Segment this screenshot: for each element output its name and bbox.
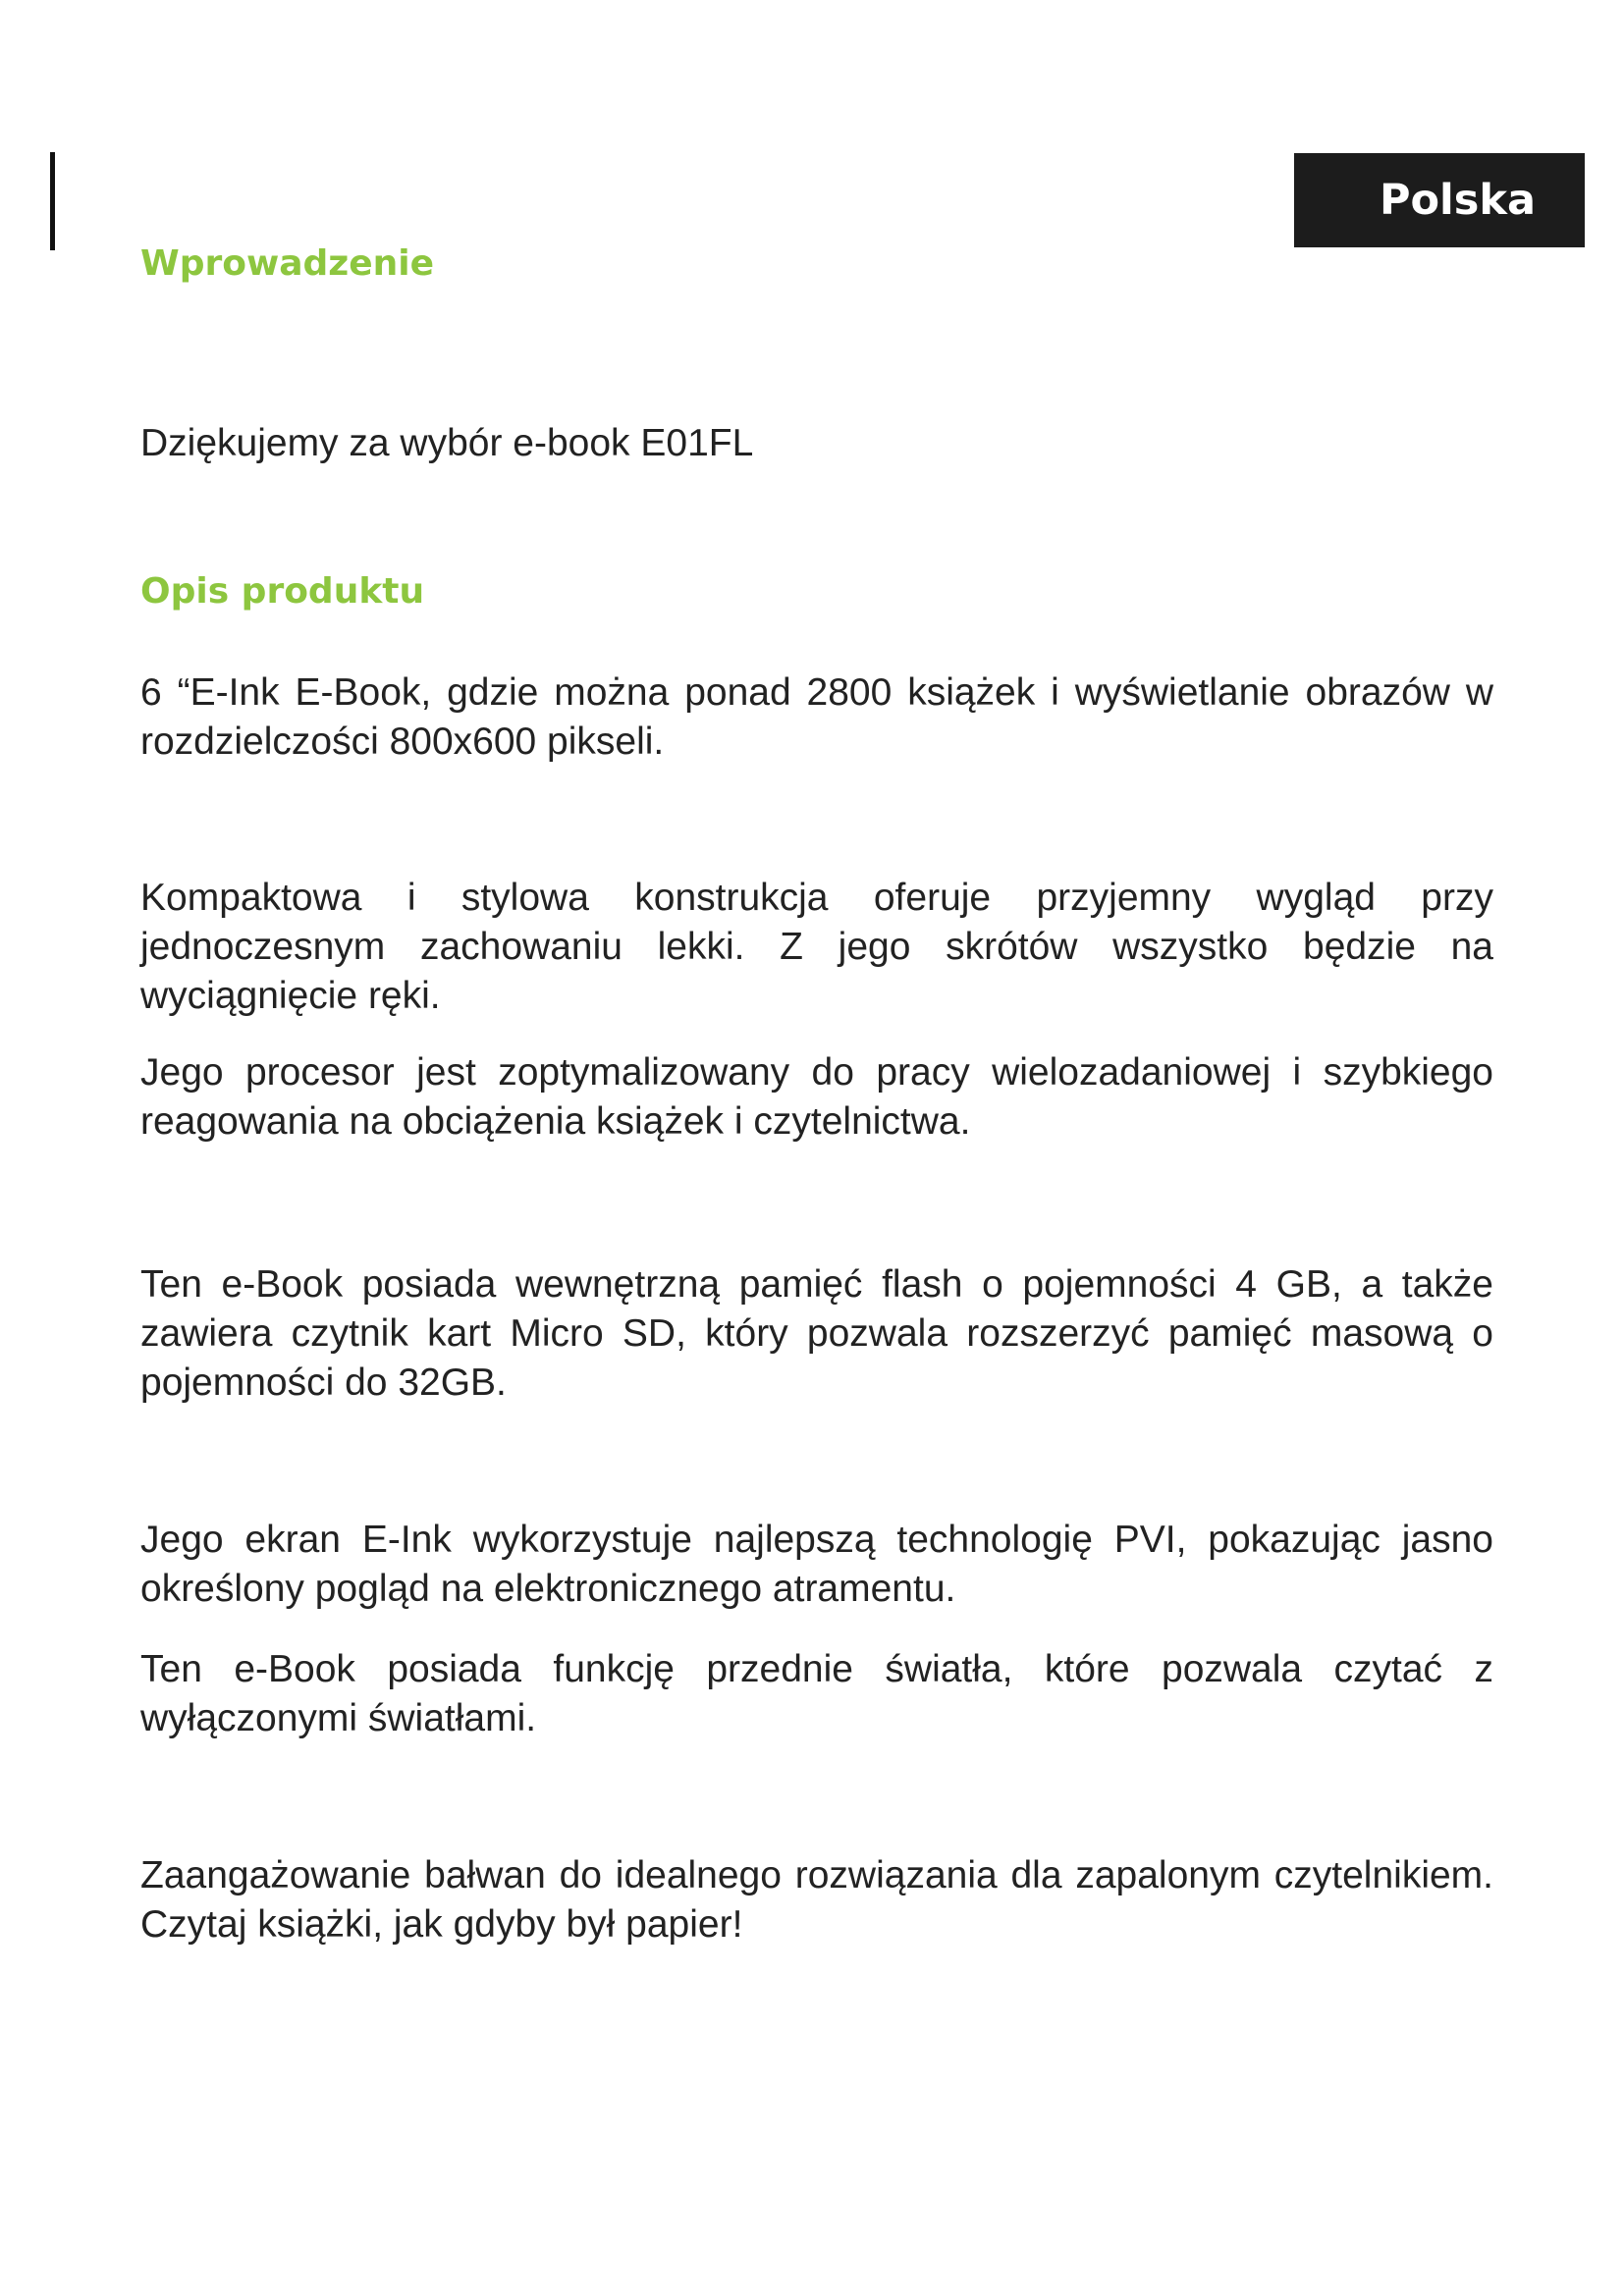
intro-heading: Wprowadzenie xyxy=(140,243,435,284)
description-paragraph-4: Ten e-Book posiada wewnętrzną pamięć flash o pojemności 4 GB, a także zawiera czytnik kart Micro SD, który pozwala rozszerzyć pamięć masową o pojemności do 32GB. xyxy=(140,1263,1493,1404)
description-paragraph-7: Zaangażowanie bałwan do idealnego rozwiązania dla zapalonym czytelnikiem. Czytaj książki, jak gdyby był papier! xyxy=(140,1854,1493,1946)
description-paragraph-6: Ten e-Book posiada funkcję przednie światła, które pozwala czytać z wyłączonymi światłami. xyxy=(140,1648,1493,1739)
description-heading: Opis produktu xyxy=(140,571,425,612)
description-paragraph-1: 6 “E-Ink E-Book, gdzie można ponad 2800 książek i wyświetlanie obrazów w rozdzielczości 800x600 pikseli. xyxy=(140,671,1493,763)
margin-bar xyxy=(50,152,55,250)
intro-text: Dziękujemy za wybór e-book E01FL xyxy=(140,422,754,464)
language-tab: Polska xyxy=(1294,153,1585,247)
description-paragraph-5: Jego ekran E-Ink wykorzystuje najlepszą technologię PVI, pokazując jasno określony pogląd na elektronicznego atramentu. xyxy=(140,1519,1493,1610)
description-paragraph-2: Kompaktowa i stylowa konstrukcja oferuje przyjemny wygląd przy jednoczesnym zachowaniu lekki. Z jego skrótów wszystko będzie na wyciągnięcie ręki. xyxy=(140,877,1493,1017)
description-paragraph-3: Jego procesor jest zoptymalizowany do pracy wielozadaniowej i szybkiego reagowania na obciążenia książek i czytelnictwa. xyxy=(140,1051,1493,1143)
